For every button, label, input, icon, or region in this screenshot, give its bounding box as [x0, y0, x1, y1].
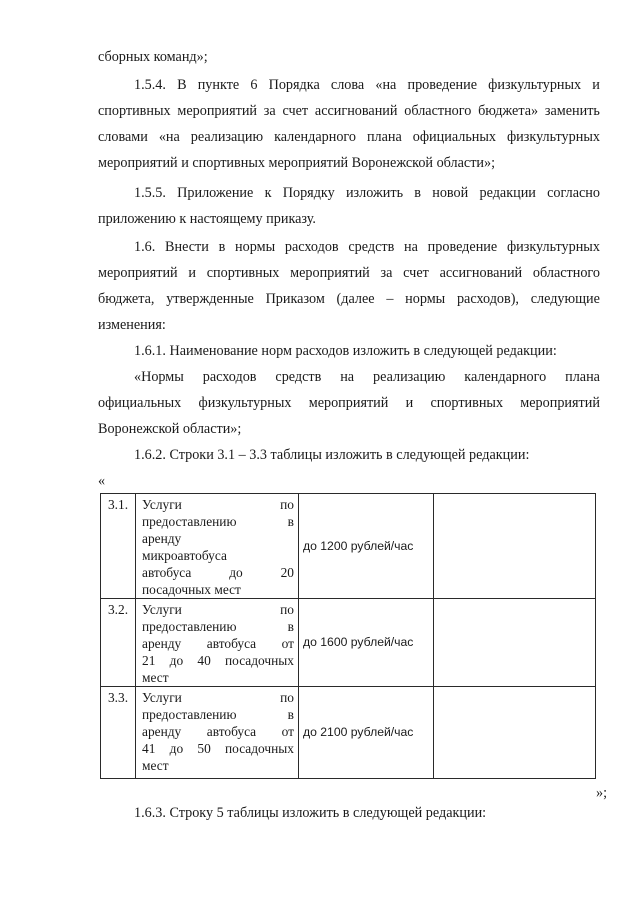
service-line: автобуса до 20	[142, 565, 294, 580]
service-line: Услуги по	[142, 497, 294, 512]
price-cell: до 2100 рублей/час	[299, 687, 434, 779]
paragraph-text: официальных физкультурных мероприятий и спортивных мероприятий	[98, 395, 600, 411]
empty-cell	[434, 599, 596, 687]
service-line: 21 до 40 посадочных	[142, 653, 294, 668]
paragraph-text: спортивных мероприятий за счет ассигнований областного бюджета» заменить	[98, 103, 600, 119]
service-description	[136, 494, 299, 599]
paragraph-text: 1.6.2. Строки 3.1 – 3.3 таблицы изложить в следующей редакции:	[134, 447, 530, 463]
paragraph-text: приложению к настоящему приказу.	[98, 211, 316, 227]
paragraph-text: Воронежской области»;	[98, 421, 242, 437]
rates-table	[100, 493, 596, 779]
service-line: предоставлению в	[142, 514, 294, 529]
row-number: 3.3.	[101, 687, 136, 779]
paragraph-text: словами «на реализацию календарного плана официальных физкультурных	[98, 129, 600, 145]
paragraph-text: мероприятий и спортивных мероприятий за счет ассигнований областного	[98, 265, 600, 281]
paragraph-text: бюджета, утвержденные Приказом (далее – нормы расходов), следующие	[98, 291, 600, 307]
service-line: посадочных мест	[142, 582, 241, 597]
service-description	[136, 687, 299, 779]
service-line: Услуги по	[142, 602, 294, 617]
price-cell: до 1200 рублей/час	[299, 494, 434, 599]
service-line: аренду автобуса от	[142, 636, 294, 651]
paragraph-text: 1.5.4. В пункте 6 Порядка слова «на проведение физкультурных и	[134, 77, 600, 93]
row-number: 3.2.	[101, 599, 136, 687]
table-row	[101, 687, 596, 779]
paragraph-text: 1.5.5. Приложение к Порядку изложить в новой редакции согласно	[134, 185, 600, 201]
service-line: предоставлению в	[142, 619, 294, 634]
table-row	[101, 494, 596, 599]
empty-cell	[434, 494, 596, 599]
service-line: аренду автобуса от	[142, 724, 294, 739]
paragraph-text: изменения:	[98, 317, 166, 333]
service-line: предоставлению в	[142, 707, 294, 722]
table-row	[101, 599, 596, 687]
service-line: микроавтобуса	[142, 548, 227, 563]
paragraph-text: «Нормы расходов средств на реализацию календарного плана	[134, 369, 600, 385]
service-line: аренду	[142, 531, 182, 546]
paragraph-text: 1.6.3. Строку 5 таблицы изложить в следующей редакции:	[134, 805, 487, 821]
row-number: 3.1.	[101, 494, 136, 599]
service-line: 41 до 50 посадочных	[142, 741, 294, 756]
service-line: мест	[142, 758, 169, 773]
price-cell: до 1600 рублей/час	[299, 599, 434, 687]
paragraph-text: сборных команд»;	[98, 49, 208, 65]
paragraph-text: 1.6. Внести в нормы расходов средств на проведение физкультурных	[134, 239, 600, 255]
service-description	[136, 599, 299, 687]
service-line: Услуги по	[142, 690, 294, 705]
close-quote: »;	[596, 785, 608, 801]
open-quote: «	[98, 473, 106, 489]
empty-cell	[434, 687, 596, 779]
paragraph-text: мероприятий и спортивных мероприятий Воронежской области»;	[98, 155, 496, 171]
service-line: мест	[142, 670, 169, 685]
paragraph-text: 1.6.1. Наименование норм расходов изложить в следующей редакции:	[134, 343, 557, 359]
